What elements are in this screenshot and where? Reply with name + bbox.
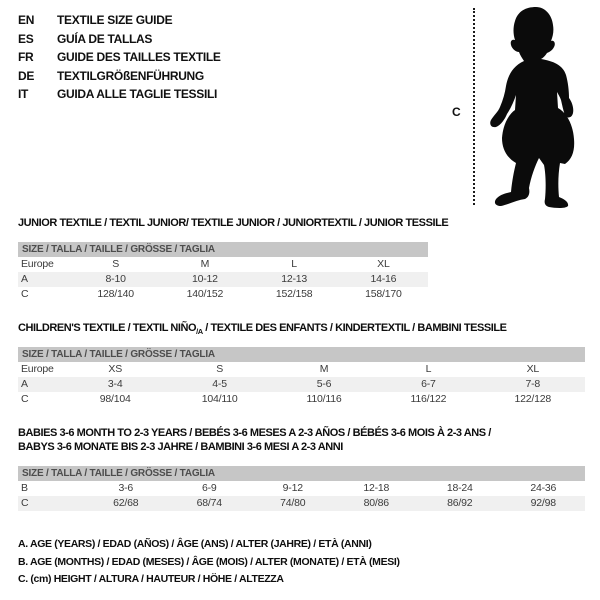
legend-note-b: B. AGE (MONTHS) / EDAD (MESES) / ÂGE (MOIS) / ALTER (MONATE) / ETÀ (MESI) — [18, 555, 400, 568]
language-code: IT — [18, 87, 29, 102]
table-cell: S — [216, 363, 223, 375]
table-cell: 10-12 — [191, 273, 218, 285]
language-title: GUÍA DE TALLAS — [57, 31, 153, 46]
language-title: TEXTILE SIZE GUIDE — [57, 13, 173, 27]
children-size-header: SIZE / TALLA / TAILLE / GRÖSSE / TAGLIA — [18, 347, 585, 362]
legend-note-a: A. AGE (YEARS) / EDAD (AÑOS) / ÂGE (ANS) / ALTER (JAHRE) / ETÀ (ANNI) — [18, 538, 372, 550]
row-label: C — [21, 288, 29, 300]
table-row — [18, 257, 428, 272]
table-row — [18, 496, 585, 511]
language-row — [18, 85, 221, 104]
table-cell: 110/116 — [306, 393, 342, 405]
table-cell: XL — [526, 363, 540, 375]
row-label: A — [21, 273, 28, 285]
baby-silhouette-icon — [481, 3, 596, 209]
children-title-subscript: /A — [196, 326, 203, 336]
table-cell: 128/140 — [97, 288, 134, 300]
language-code: EN — [18, 13, 35, 27]
row-label: C — [21, 393, 29, 405]
language-code: ES — [18, 31, 34, 46]
junior-table-title: JUNIOR TEXTILE / TEXTIL JUNIOR/ TEXTILE JUNIOR / JUNIORTEXTIL / JUNIOR TESSILE — [18, 217, 449, 229]
table-cell: XS — [108, 363, 122, 375]
children-table-title — [18, 322, 507, 334]
table-row — [18, 377, 585, 392]
babies-size-header: SIZE / TALLA / TAILLE / GRÖSSE / TAGLIA — [18, 466, 585, 481]
table-cell: 12-13 — [281, 273, 308, 285]
babies-table-title — [18, 426, 491, 454]
babies-title-line2: BABYS 3-6 MONATE BIS 2-3 JAHRE / BAMBINI 3-6 MESI A 2-3 ANNI — [18, 441, 343, 453]
table-cell: 18-24 — [446, 482, 473, 494]
row-label: C — [21, 497, 29, 509]
language-title: GUIDA ALLE TAGLIE TESSILI — [57, 87, 218, 102]
table-cell: 68/74 — [196, 497, 222, 509]
language-row — [18, 48, 221, 67]
table-cell: 9-12 — [282, 482, 303, 494]
table-cell: 14-16 — [370, 273, 397, 285]
table-cell: L — [425, 363, 432, 375]
table-cell: 3-4 — [107, 378, 123, 390]
row-label: A — [21, 378, 28, 390]
table-cell: 140/152 — [186, 288, 224, 300]
language-title: TEXTILGRÖßENFÜHRUNG — [57, 68, 204, 83]
table-row — [18, 272, 428, 287]
junior-table — [18, 257, 428, 302]
language-code: FR — [18, 50, 34, 65]
table-row — [18, 481, 585, 496]
table-row — [18, 287, 428, 302]
language-row — [18, 30, 221, 49]
table-row — [18, 392, 585, 407]
language-title: GUIDE DES TAILLES TEXTILE — [57, 50, 221, 65]
legend-note-c: C. (cm) HEIGHT / ALTURA / HAUTEUR / HÖHE / ALTEZZA — [18, 573, 284, 586]
table-cell: XL — [377, 258, 390, 270]
height-figure — [448, 3, 598, 209]
height-dotted-line — [473, 8, 475, 205]
babies-table — [18, 481, 585, 511]
language-row — [18, 67, 221, 86]
table-cell: 116/122 — [410, 393, 447, 405]
table-cell: M — [319, 363, 329, 375]
table-row — [18, 362, 585, 377]
table-cell: 12-18 — [363, 482, 390, 494]
table-cell: 158/170 — [365, 288, 402, 300]
table-cell: 6-7 — [421, 378, 436, 390]
table-cell: S — [112, 258, 120, 270]
table-cell: 62/68 — [113, 497, 139, 509]
table-cell: 3-6 — [118, 482, 134, 494]
children-title-part1: CHILDREN'S TEXTILE / TEXTIL NIÑO — [18, 322, 197, 334]
junior-size-header: SIZE / TALLA / TAILLE / GRÖSSE / TAGLIA — [18, 242, 428, 257]
children-title-part2: / TEXTILE DES ENFANTS / KINDERTEXTIL / BAMBINI TESSILE — [202, 322, 507, 334]
table-cell: 8-10 — [105, 273, 126, 285]
table-cell: 7-8 — [525, 378, 541, 390]
table-cell: 152/158 — [275, 288, 313, 300]
language-code: DE — [18, 68, 35, 83]
table-cell: L — [291, 258, 297, 270]
table-cell: 122/128 — [514, 393, 552, 405]
table-cell: 6-9 — [201, 482, 217, 494]
height-measure-label: C — [452, 105, 461, 119]
table-cell: 104/110 — [201, 393, 238, 405]
table-cell: 4-5 — [212, 378, 227, 390]
children-table — [18, 362, 585, 407]
table-cell: 80/86 — [363, 497, 389, 509]
table-cell: 98/104 — [99, 393, 131, 405]
table-cell: 92/98 — [530, 497, 556, 509]
table-cell: M — [200, 258, 210, 270]
language-list — [18, 11, 221, 104]
table-cell: 86/92 — [447, 497, 473, 509]
row-label: Europe — [21, 363, 54, 375]
row-label: Europe — [21, 258, 54, 270]
table-cell: 74/80 — [280, 497, 306, 509]
table-cell: 5-6 — [316, 378, 332, 390]
legend-notes — [18, 536, 400, 589]
row-label: B — [21, 482, 28, 494]
table-cell: 24-36 — [530, 482, 557, 494]
babies-title-line1: BABIES 3-6 MONTH TO 2-3 YEARS / BEBÉS 3-6 MESES A 2-3 AÑOS / BÉBÉS 3-6 MOIS À 2-3 ANS / — [18, 427, 491, 439]
language-row — [18, 11, 221, 30]
